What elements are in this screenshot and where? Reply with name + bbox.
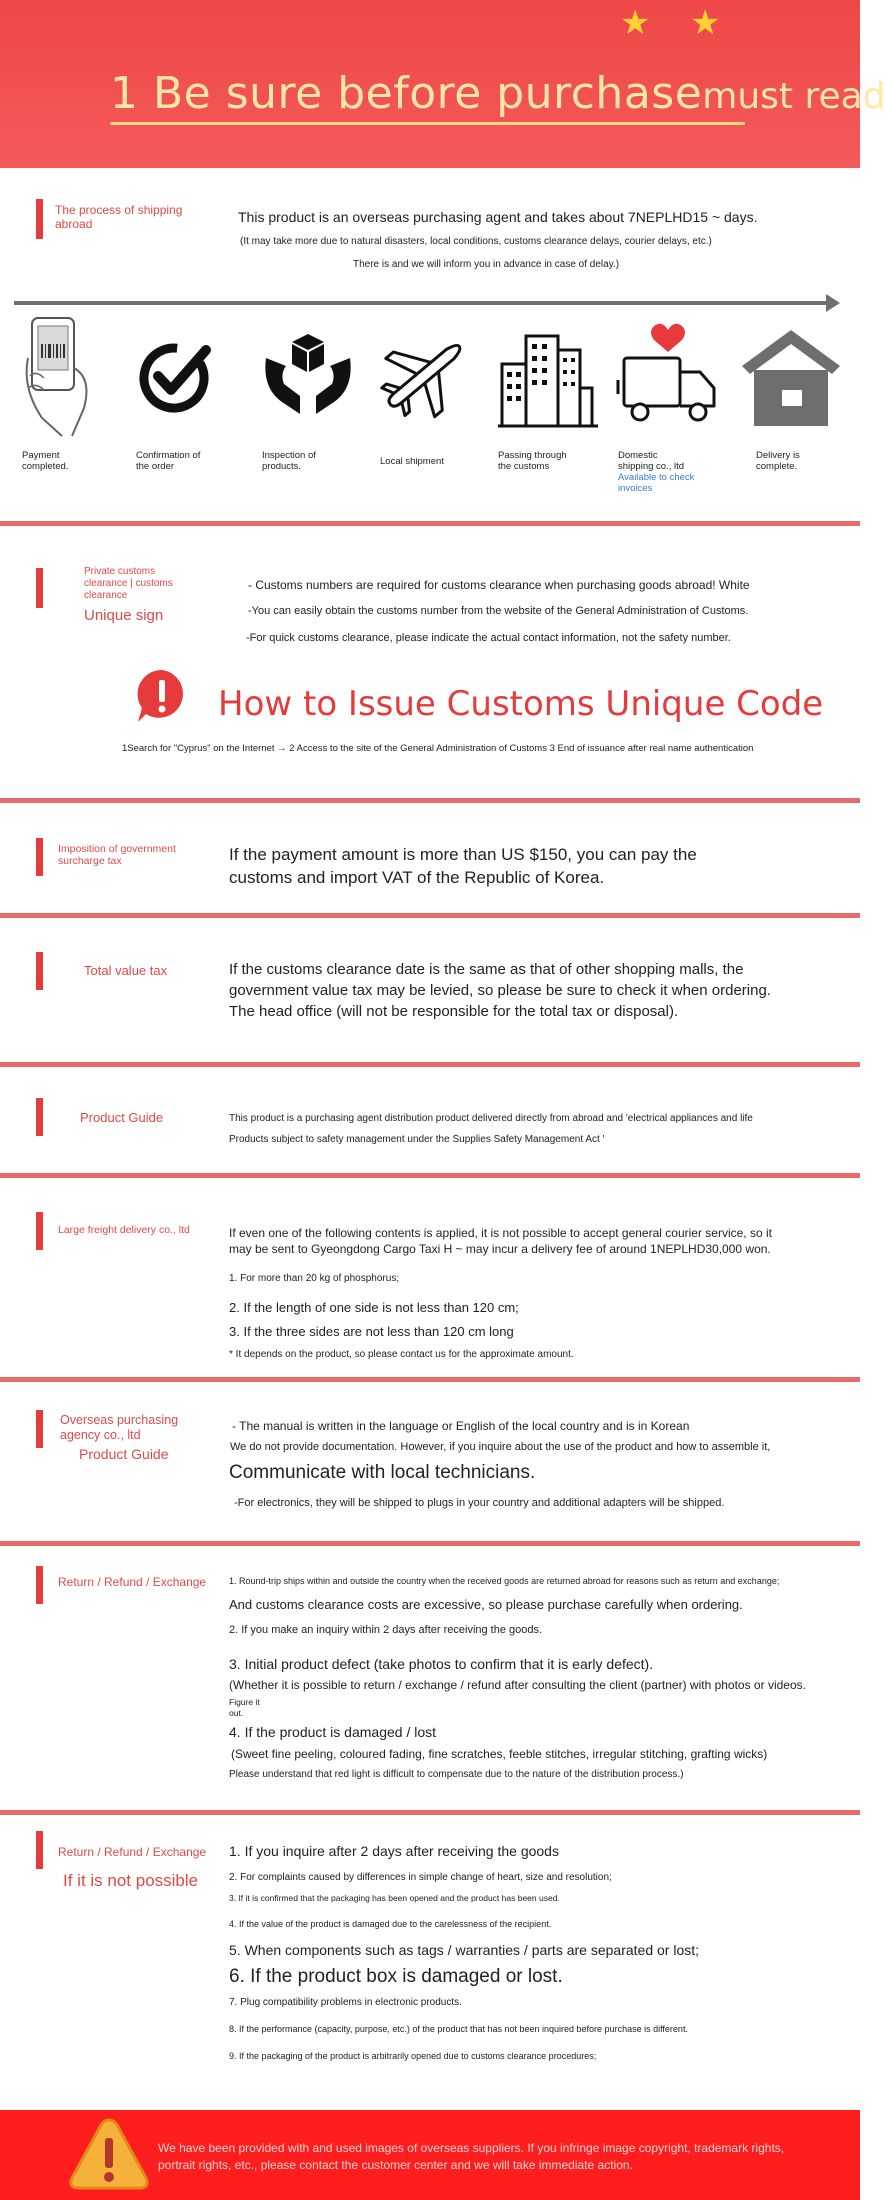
page-title: [110, 68, 886, 119]
freight-note: * It depends on the product, so please contact us for the approximate amount.: [229, 1349, 574, 1360]
howto-steps: 1Search for "Cyprus" on the Internet → 2 Access to the site of the General Administration of Customs 3 End of issuance after real name authentication: [122, 743, 754, 754]
not-possible-item: 8. If the performance (capacity, purpose, etc.) of the product that has not been inquired before purchase is different.: [229, 2024, 688, 2034]
product-guide-line-2: Products subject to safety management under the Supplies Safety Management Act ': [229, 1134, 605, 1145]
surcharge-line-2: customs and import VAT of the Republic of Korea.: [229, 868, 605, 887]
product-guide-label: Product Guide: [80, 1110, 164, 1125]
header-banner: [0, 0, 886, 168]
returns-line-6b: out.: [229, 1708, 244, 1718]
box-hands-icon: [262, 318, 372, 438]
section-marker: [36, 1410, 43, 1448]
step-caption: Local shipment: [380, 456, 444, 467]
overseas-label: Overseas purchasing agency co., ltd: [60, 1413, 179, 1442]
total-tax-line-2: government value tax may be levied, so please be sure to check it when ordering.: [229, 982, 771, 999]
howto-title: How to Issue Customs Unique Code: [218, 684, 824, 724]
freight-item-2: 2. If the length of one side is not less than 120 cm;: [229, 1300, 519, 1315]
shipping-line-3: There is and we will inform you in advance in case of delay.): [353, 259, 620, 270]
section-marker: [36, 1212, 43, 1250]
total-tax-label: Total value tax: [84, 963, 168, 978]
step-caption: Confirmation of the order: [136, 450, 201, 472]
star-icon: ★: [620, 4, 651, 42]
house-icon: [738, 318, 848, 438]
shipping-label: The process of shipping abroad: [55, 203, 183, 231]
section-marker: [36, 1566, 43, 1604]
not-possible-item: 4. If the value of the product is damaged due to the carelessness of the recipient.: [229, 1919, 552, 1929]
hand-phone-icon: [22, 318, 132, 438]
freight-item-3: 3. If the three sides are not less than 120 cm long: [229, 1324, 514, 1339]
divider: [0, 521, 860, 526]
section-marker: [36, 1098, 43, 1136]
overseas-line-3: Communicate with local technicians.: [229, 1462, 536, 1483]
section-marker: [36, 199, 43, 239]
divider: [0, 1173, 860, 1178]
customs-line-1: - Customs numbers are required for customs clearance when purchasing goods abroad! White: [248, 578, 750, 592]
surcharge-line-1: If the payment amount is more than US $150, you can pay the: [229, 845, 697, 864]
step-caption: Passing through the customs: [498, 450, 567, 472]
freight-label: Large freight delivery co., ltd: [58, 1224, 190, 1236]
airplane-icon: [380, 318, 490, 438]
customs-label-big: Unique sign: [84, 607, 164, 624]
city-buildings-icon: [498, 318, 608, 438]
returns-line-9: Please understand that red light is difficult to compensate due to the nature of the distribution process.): [229, 1769, 684, 1780]
section-marker: [36, 838, 43, 876]
step-caption: Inspection of products.: [262, 450, 316, 472]
shipping-line-1: This product is an overseas purchasing agent and takes about 7NEPLHD15 ~ days.: [238, 209, 758, 225]
step-caption: Delivery is complete.: [756, 450, 800, 472]
not-possible-label: Return / Refund / Exchange: [58, 1845, 207, 1859]
title-main: 1 Be sure before purchase: [110, 68, 703, 119]
returns-line-6a: Figure it: [229, 1697, 260, 1707]
overseas-line-4: -For electronics, they will be shipped to plugs in your country and additional adapters will be shipped.: [234, 1497, 725, 1509]
not-possible-item: 5. When components such as tags / warranties / parts are separated or lost;: [229, 1942, 700, 1958]
check-invoices-link[interactable]: Available to check invoices: [618, 472, 695, 494]
freight-line-2: may be sent to Gyeongdong Cargo Taxi H ~ may incur a delivery fee of around 1NEPLHD30,000 won.: [229, 1242, 771, 1256]
not-possible-item: 2. For complaints caused by differences in simple change of heart, size and resolution;: [229, 1872, 612, 1883]
returns-line-1: 1. Round-trip ships within and outside the country when the received goods are returned abroad for reasons such as return and exchange;: [229, 1576, 780, 1586]
returns-line-3: 2. If you make an inquiry within 2 days after receiving the goods.: [229, 1624, 543, 1636]
customs-line-3: -For quick customs clearance, please indicate the actual contact information, not the safety number.: [246, 632, 731, 644]
divider: [0, 1062, 860, 1067]
freight-item-1: 1. For more than 20 kg of phosphorus;: [229, 1273, 400, 1284]
customs-label: Private customs clearance | customs clearance: [84, 566, 173, 601]
total-tax-line-3: The head office (will not be responsible for the total tax or disposal).: [229, 1003, 679, 1020]
not-possible-item: 1. If you inquire after 2 days after receiving the goods: [229, 1843, 559, 1859]
returns-line-5: (Whether it is possible to return / exchange / refund after consulting the client (partner) with photos or videos.: [229, 1678, 806, 1692]
title-tail: must read: [702, 76, 886, 117]
checkmark-icon: [136, 318, 246, 438]
total-tax-line-1: If the customs clearance date is the same as that of other shopping malls, the: [229, 961, 744, 978]
shipping-line-2: (It may take more due to natural disasters, local conditions, customs clearance delays, courier delays, etc.): [240, 236, 712, 247]
step-caption: Payment completed.: [22, 450, 69, 472]
divider: [0, 913, 860, 918]
section-marker: [36, 1831, 43, 1869]
returns-line-8: (Sweet fine peeling, coloured fading, fine scratches, feeble stitches, irregular stitching, grafting wicks): [231, 1747, 768, 1761]
process-arrow-line: [14, 301, 829, 305]
customs-line-2: -You can easily obtain the customs number from the website of the General Administration of Customs.: [248, 605, 749, 617]
returns-line-4: 3. Initial product defect (take photos to confirm that it is early defect).: [229, 1656, 654, 1672]
surcharge-label: Imposition of government surcharge tax: [58, 843, 176, 867]
divider: [0, 798, 860, 803]
footer-text: We have been provided with and used images of overseas suppliers. If you infringe image copyright, trademark rights, portrait rights, etc., please contact the customer center and we will take immediate action.: [158, 2141, 785, 2172]
divider: [0, 1810, 860, 1815]
not-possible-item: 3. If it is confirmed that the packaging has been opened and the product has been used.: [229, 1893, 560, 1903]
truck-heart-icon: [618, 318, 728, 438]
warning-icon: [66, 2114, 152, 2194]
overseas-label-big: Product Guide: [79, 1446, 169, 1462]
title-underline: [110, 122, 745, 125]
product-guide-line-1: This product is a purchasing agent distribution product delivered directly from abroad and 'electrical appliances and life: [229, 1113, 753, 1124]
not-possible-label-big: If it is not possible: [63, 1871, 199, 1890]
overseas-line-2: We do not provide documentation. However, if you inquire about the use of the product and how to assemble it,: [230, 1441, 771, 1453]
freight-line-1: If even one of the following contents is applied, it is not possible to accept general courier service, so it: [229, 1226, 772, 1240]
star-icon: ★: [690, 4, 721, 42]
footer-banner: [0, 2110, 860, 2200]
returns-line-7: 4. If the product is damaged / lost: [229, 1724, 437, 1740]
alert-icon: [134, 668, 190, 724]
not-possible-item: 7. Plug compatibility problems in electronic products.: [229, 1997, 462, 2008]
not-possible-item: 9. If the packaging of the product is arbitrarily opened due to customs clearance procedures;: [229, 2051, 597, 2061]
returns-line-2: And customs clearance costs are excessive, so please purchase carefully when ordering.: [229, 1597, 743, 1612]
process-arrow-head: [826, 294, 840, 312]
divider: [0, 1541, 860, 1546]
not-possible-item: 6. If the product box is damaged or lost.: [229, 1966, 563, 1987]
overseas-line-1: - The manual is written in the language or English of the local country and is in Korean: [232, 1419, 690, 1433]
divider: [0, 1377, 860, 1382]
section-marker: [36, 952, 43, 990]
section-marker: [36, 568, 43, 608]
step-caption: Domestic shipping co., ltd: [618, 450, 685, 472]
returns-label: Return / Refund / Exchange: [58, 1575, 207, 1589]
